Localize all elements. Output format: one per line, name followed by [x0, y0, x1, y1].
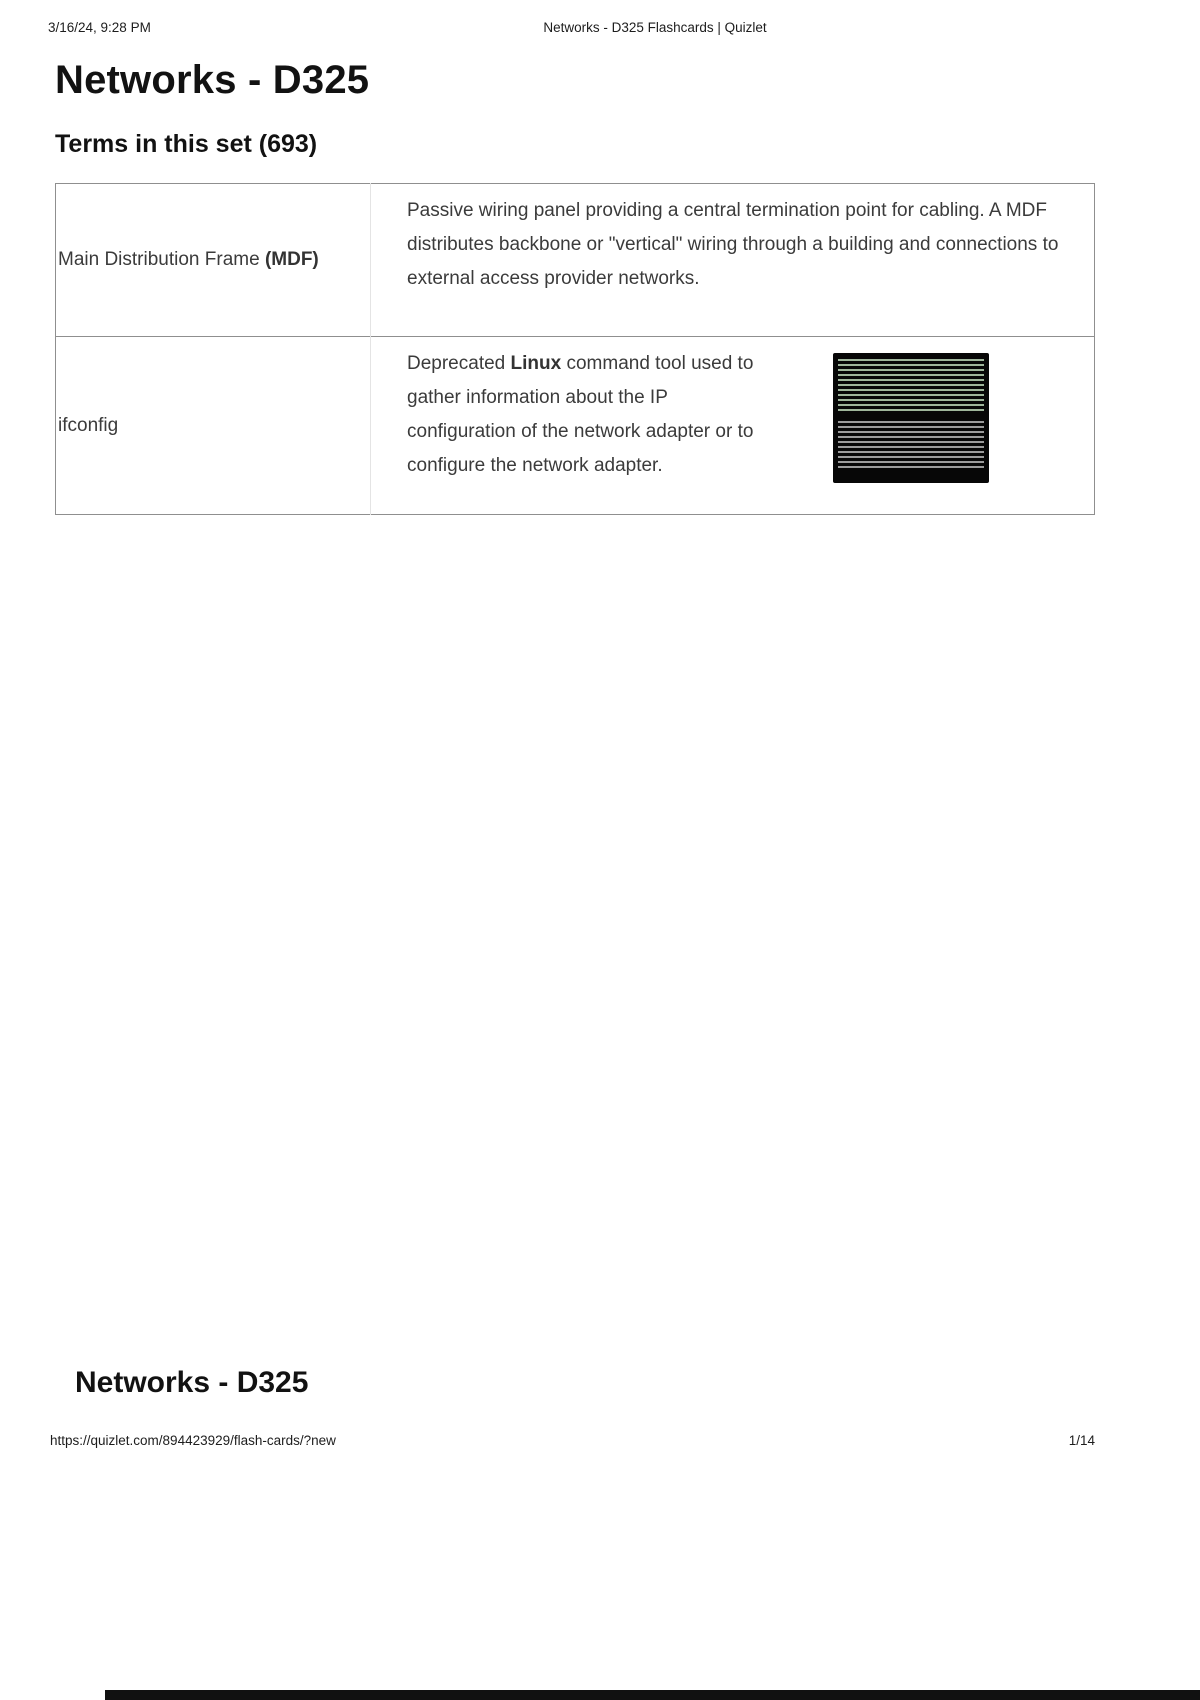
terms-set-heading: Terms in this set (693): [55, 130, 318, 158]
print-header: [48, 20, 1152, 38]
ifconfig-terminal-output-screenshot: [833, 353, 989, 483]
table-row: [56, 184, 1095, 337]
definition-text-bold: Linux: [510, 353, 562, 374]
term-cell: [56, 337, 371, 515]
definition-text: Passive wiring panel providing a central termination point for cabling. A MDF distributes backbone or "vertical" wiring through a building and connections to external access provider networks.: [407, 200, 1059, 289]
terminal-text-lines: [838, 421, 984, 469]
definition-cell: [371, 337, 1095, 515]
footer-page-number: 1/14: [1068, 1433, 1095, 1448]
term-text-bold: (MDF): [264, 249, 319, 270]
table-row: [56, 337, 1095, 515]
page-title: Networks - D325: [55, 58, 370, 102]
next-section-title: Networks - D325: [75, 1366, 309, 1399]
term-cell: [56, 184, 371, 337]
term-text: ifconfig: [58, 414, 119, 436]
definition-text: Deprecated Linux command tool used to gather information about the IP configuration of the network adapter or to configure the network adapter.: [407, 353, 754, 476]
print-timestamp: 3/16/24, 9:28 PM: [48, 20, 151, 35]
print-doc-title: Networks - D325 Flashcards | Quizlet: [543, 20, 767, 35]
footer-url: https://quizlet.com/894423929/flash-cards/?new: [50, 1433, 336, 1448]
flashcards-table: [55, 183, 1095, 515]
next-page-edge: [105, 1690, 1200, 1700]
definition-cell: [371, 184, 1095, 337]
terminal-text-lines: [838, 359, 984, 411]
term-text: Main Distribution Frame: [58, 249, 265, 270]
